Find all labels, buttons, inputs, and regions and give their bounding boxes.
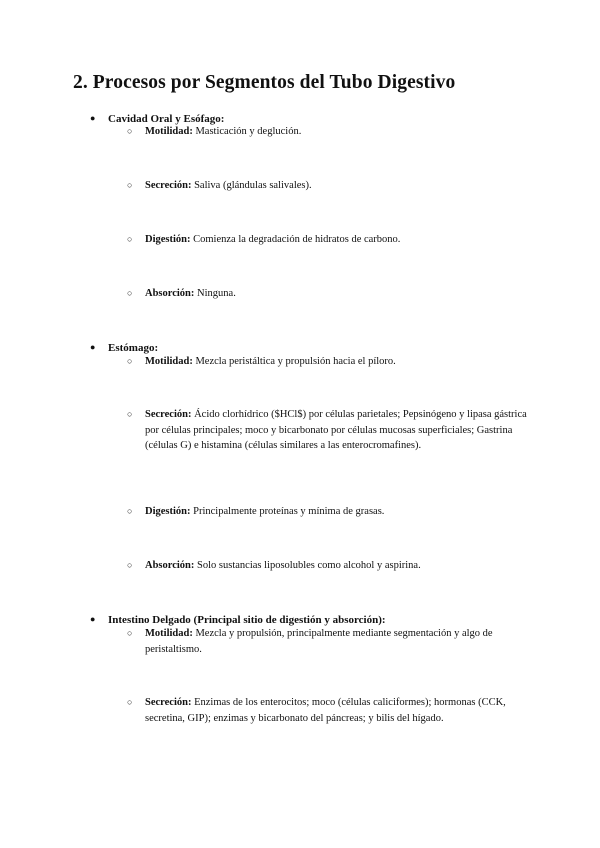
section-heading-intestino-delgado: [90, 612, 386, 627]
bullet-icon: ●: [90, 342, 96, 352]
list-item-secrecion: [127, 407, 527, 454]
circle-bullet-icon: ○: [127, 506, 133, 516]
list-item-motilidad: [127, 124, 527, 140]
section-title: Intestino Delgado (Principal sitio de digestión y absorción):: [108, 614, 386, 626]
list-item-digestion: [127, 504, 527, 520]
item-label: Secreción:: [145, 409, 192, 420]
item-text: Masticación y deglución.: [195, 126, 302, 137]
list-item-motilidad: [127, 354, 527, 370]
item-label: Motilidad:: [145, 126, 193, 137]
circle-bullet-icon: ○: [127, 288, 133, 298]
item-text: Principalmente proteínas y mínima de grasas.: [193, 506, 385, 517]
circle-bullet-icon: ○: [127, 628, 133, 638]
bullet-icon: ●: [90, 614, 96, 624]
item-label: Digestión:: [145, 506, 191, 517]
circle-bullet-icon: ○: [127, 356, 133, 366]
section-heading-estomago: [90, 340, 158, 355]
item-label: Motilidad:: [145, 628, 193, 639]
item-text: Enzimas de los enterocitos; moco (células caliciformes); hormonas (CCK, secretina, GIP); enzimas y bicarbonato del páncreas; y bilis del hígado.: [145, 697, 506, 724]
circle-bullet-icon: ○: [127, 409, 133, 419]
list-item-absorcion: [127, 286, 527, 302]
list-item-secrecion: [127, 695, 527, 726]
circle-bullet-icon: ○: [127, 234, 133, 244]
item-text: Saliva (glándulas salivales).: [194, 180, 312, 191]
item-label: Absorción:: [145, 288, 195, 299]
circle-bullet-icon: ○: [127, 126, 133, 136]
item-text: Mezcla y propulsión, principalmente mediante segmentación y algo de peristaltismo.: [145, 628, 493, 655]
section-title: Cavidad Oral y Esófago:: [108, 113, 225, 125]
item-text: Ácido clorhídrico ($HCl$) por células parietales; Pepsinógeno y lipasa gástrica por células principales; moco y bicarbonato por células mucosas superficiales; Gastrina (células G) e histamina (células similares a las enterocromafines).: [145, 409, 527, 451]
section-title: Estómago:: [108, 342, 159, 354]
circle-bullet-icon: ○: [127, 697, 133, 707]
circle-bullet-icon: ○: [127, 180, 133, 190]
page-title: 2. Procesos por Segmentos del Tubo Digestivo: [73, 72, 456, 93]
list-item-motilidad: [127, 626, 527, 657]
list-item-secrecion: [127, 178, 527, 194]
item-label: Digestión:: [145, 234, 191, 245]
item-text: Mezcla peristáltica y propulsión hacia el píloro.: [195, 356, 396, 367]
list-item-absorcion: [127, 558, 527, 574]
item-text: Solo sustancias liposolubles como alcohol y aspirina.: [197, 560, 421, 571]
bullet-icon: ●: [90, 113, 96, 123]
item-text: Comienza la degradación de hidratos de carbono.: [193, 234, 401, 245]
item-label: Motilidad:: [145, 356, 193, 367]
item-label: Absorción:: [145, 560, 195, 571]
item-label: Secreción:: [145, 180, 192, 191]
item-label: Secreción:: [145, 697, 192, 708]
circle-bullet-icon: ○: [127, 560, 133, 570]
list-item-digestion: [127, 232, 527, 248]
item-text: Ninguna.: [197, 288, 236, 299]
